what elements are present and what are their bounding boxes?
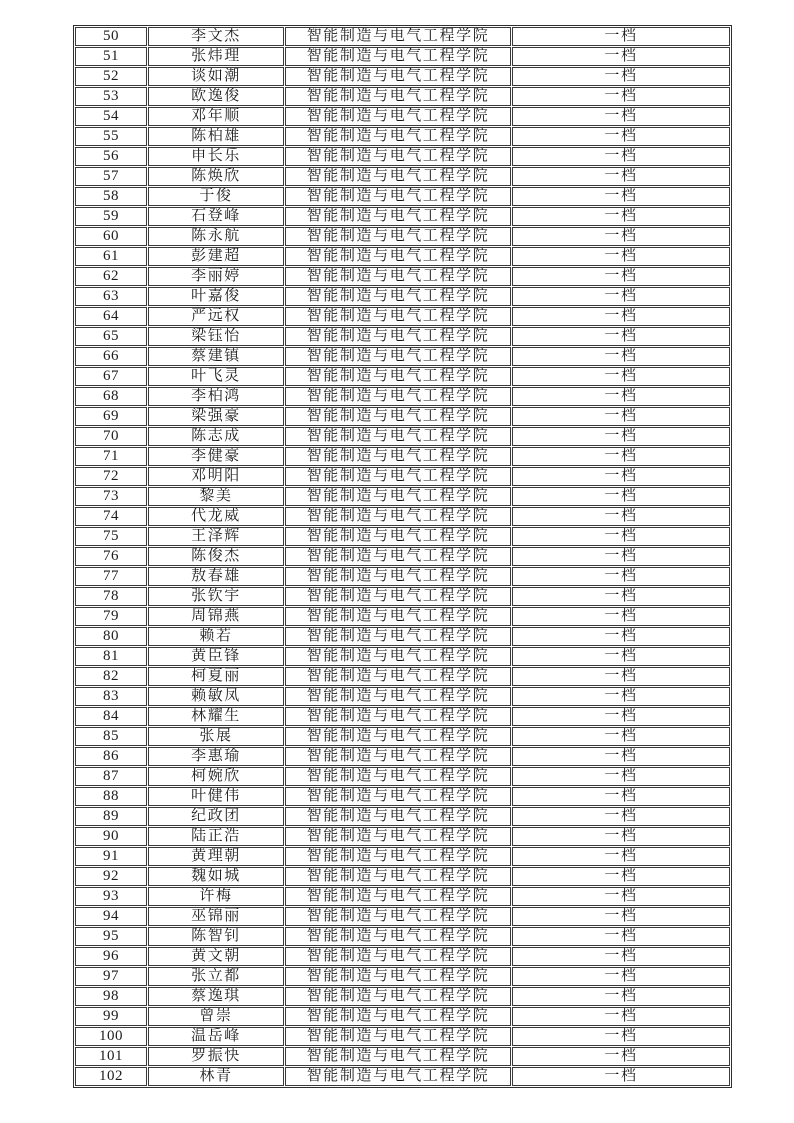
row-number-cell: 53 [75,87,147,106]
student-name-cell: 赖若 [148,627,284,646]
tier-cell: 一档 [512,487,730,506]
college-name-cell: 智能制造与电气工程学院 [285,767,511,786]
table-row [75,827,730,846]
tier-cell: 一档 [512,447,730,466]
student-name-cell: 李文杰 [148,27,284,46]
row-number-cell: 81 [75,647,147,666]
college-name-cell: 智能制造与电气工程学院 [285,607,511,626]
student-name-cell: 严远权 [148,307,284,326]
row-number-cell: 85 [75,727,147,746]
student-name-cell: 陈焕欣 [148,167,284,186]
college-name-cell: 智能制造与电气工程学院 [285,547,511,566]
table-row [75,987,730,1006]
row-number-cell: 69 [75,407,147,426]
tier-cell: 一档 [512,547,730,566]
tier-cell: 一档 [512,867,730,886]
row-number-cell: 62 [75,267,147,286]
college-name-cell: 智能制造与电气工程学院 [285,287,511,306]
college-name-cell: 智能制造与电气工程学院 [285,647,511,666]
row-number-cell: 57 [75,167,147,186]
college-name-cell: 智能制造与电气工程学院 [285,327,511,346]
student-name-cell: 赖敏凤 [148,687,284,706]
table-row [75,627,730,646]
row-number-cell: 61 [75,247,147,266]
table-row [75,967,730,986]
tier-cell: 一档 [512,1067,730,1086]
student-name-cell: 叶嘉俊 [148,287,284,306]
college-name-cell: 智能制造与电气工程学院 [285,567,511,586]
student-name-cell: 叶飞灵 [148,367,284,386]
college-name-cell: 智能制造与电气工程学院 [285,167,511,186]
table-row [75,947,730,966]
tier-cell: 一档 [512,387,730,406]
row-number-cell: 95 [75,927,147,946]
college-name-cell: 智能制造与电气工程学院 [285,1067,511,1086]
college-name-cell: 智能制造与电气工程学院 [285,1007,511,1026]
student-name-cell: 张立都 [148,967,284,986]
row-number-cell: 58 [75,187,147,206]
student-name-cell: 李健豪 [148,447,284,466]
row-number-cell: 79 [75,607,147,626]
row-number-cell: 63 [75,287,147,306]
student-name-cell: 王泽辉 [148,527,284,546]
table-row [75,867,730,886]
row-number-cell: 101 [75,1047,147,1066]
college-name-cell: 智能制造与电气工程学院 [285,347,511,366]
student-name-cell: 代龙威 [148,507,284,526]
student-name-cell: 李惠瑜 [148,747,284,766]
student-name-cell: 陈柏雄 [148,127,284,146]
tier-cell: 一档 [512,67,730,86]
tier-cell: 一档 [512,587,730,606]
table-row [75,547,730,566]
table-row [75,287,730,306]
college-name-cell: 智能制造与电气工程学院 [285,707,511,726]
row-number-cell: 66 [75,347,147,366]
row-number-cell: 94 [75,907,147,926]
table-row [75,747,730,766]
student-name-cell: 李丽婷 [148,267,284,286]
student-name-cell: 曾崇 [148,1007,284,1026]
table-row [75,707,730,726]
tier-cell: 一档 [512,1047,730,1066]
tier-cell: 一档 [512,707,730,726]
row-number-cell: 72 [75,467,147,486]
tier-cell: 一档 [512,907,730,926]
tier-cell: 一档 [512,627,730,646]
student-name-cell: 陈智钊 [148,927,284,946]
tier-cell: 一档 [512,847,730,866]
college-name-cell: 智能制造与电气工程学院 [285,947,511,966]
tier-cell: 一档 [512,427,730,446]
table-row [75,1047,730,1066]
college-name-cell: 智能制造与电气工程学院 [285,507,511,526]
tier-cell: 一档 [512,267,730,286]
tier-cell: 一档 [512,987,730,1006]
table-row [75,907,730,926]
college-name-cell: 智能制造与电气工程学院 [285,247,511,266]
college-name-cell: 智能制造与电气工程学院 [285,107,511,126]
table-row [75,327,730,346]
college-name-cell: 智能制造与电气工程学院 [285,87,511,106]
table-row [75,527,730,546]
row-number-cell: 84 [75,707,147,726]
row-number-cell: 90 [75,827,147,846]
row-number-cell: 91 [75,847,147,866]
tier-cell: 一档 [512,567,730,586]
student-name-cell: 陈俊杰 [148,547,284,566]
table-row [75,887,730,906]
tier-cell: 一档 [512,207,730,226]
college-name-cell: 智能制造与电气工程学院 [285,407,511,426]
row-number-cell: 76 [75,547,147,566]
tier-cell: 一档 [512,647,730,666]
student-name-cell: 陈志成 [148,427,284,446]
row-number-cell: 73 [75,487,147,506]
table-row [75,187,730,206]
row-number-cell: 70 [75,427,147,446]
table-row [75,307,730,326]
student-name-cell: 张钦宇 [148,587,284,606]
row-number-cell: 88 [75,787,147,806]
tier-cell: 一档 [512,687,730,706]
table-row [75,27,730,46]
table-row [75,787,730,806]
college-name-cell: 智能制造与电气工程学院 [285,47,511,66]
college-name-cell: 智能制造与电气工程学院 [285,847,511,866]
college-name-cell: 智能制造与电气工程学院 [285,487,511,506]
tier-cell: 一档 [512,607,730,626]
tier-cell: 一档 [512,767,730,786]
college-name-cell: 智能制造与电气工程学院 [285,267,511,286]
student-name-cell: 巫锦丽 [148,907,284,926]
table-row [75,227,730,246]
table-row [75,607,730,626]
student-name-cell: 石登峰 [148,207,284,226]
college-name-cell: 智能制造与电气工程学院 [285,727,511,746]
student-name-cell: 于俊 [148,187,284,206]
college-name-cell: 智能制造与电气工程学院 [285,387,511,406]
table-row [75,507,730,526]
table-body [75,27,730,1086]
table-row [75,47,730,66]
student-name-cell: 周锦燕 [148,607,284,626]
table-row [75,567,730,586]
student-name-cell: 罗振快 [148,1047,284,1066]
table-row [75,387,730,406]
college-name-cell: 智能制造与电气工程学院 [285,987,511,1006]
tier-cell: 一档 [512,947,730,966]
college-name-cell: 智能制造与电气工程学院 [285,887,511,906]
student-name-cell: 申长乐 [148,147,284,166]
row-number-cell: 52 [75,67,147,86]
tier-cell: 一档 [512,967,730,986]
student-name-cell: 李柏鸿 [148,387,284,406]
student-name-cell: 谈如潮 [148,67,284,86]
row-number-cell: 87 [75,767,147,786]
tier-cell: 一档 [512,747,730,766]
student-name-cell: 陆正浩 [148,827,284,846]
tier-cell: 一档 [512,927,730,946]
tier-cell: 一档 [512,527,730,546]
tier-cell: 一档 [512,307,730,326]
college-name-cell: 智能制造与电气工程学院 [285,467,511,486]
table-row [75,927,730,946]
row-number-cell: 68 [75,387,147,406]
table-row [75,207,730,226]
row-number-cell: 89 [75,807,147,826]
tier-cell: 一档 [512,327,730,346]
college-name-cell: 智能制造与电气工程学院 [285,627,511,646]
tier-cell: 一档 [512,467,730,486]
table-row [75,167,730,186]
college-name-cell: 智能制造与电气工程学院 [285,427,511,446]
student-name-cell: 黄臣锋 [148,647,284,666]
tier-cell: 一档 [512,247,730,266]
table-row [75,1027,730,1046]
row-number-cell: 64 [75,307,147,326]
table-row [75,587,730,606]
student-name-cell: 梁强豪 [148,407,284,426]
table-row [75,1067,730,1086]
tier-cell: 一档 [512,127,730,146]
row-number-cell: 98 [75,987,147,1006]
student-name-cell: 张炜理 [148,47,284,66]
college-name-cell: 智能制造与电气工程学院 [285,867,511,886]
student-name-cell: 蔡逸琪 [148,987,284,1006]
tier-cell: 一档 [512,107,730,126]
college-name-cell: 智能制造与电气工程学院 [285,1027,511,1046]
table-row [75,847,730,866]
student-name-cell: 林青 [148,1067,284,1086]
student-name-cell: 蔡建镇 [148,347,284,366]
table-row [75,127,730,146]
table-row [75,87,730,106]
college-name-cell: 智能制造与电气工程学院 [285,747,511,766]
student-name-cell: 黄理朝 [148,847,284,866]
college-name-cell: 智能制造与电气工程学院 [285,1047,511,1066]
tier-cell: 一档 [512,47,730,66]
table-row [75,667,730,686]
row-number-cell: 54 [75,107,147,126]
tier-cell: 一档 [512,227,730,246]
row-number-cell: 77 [75,567,147,586]
row-number-cell: 100 [75,1027,147,1046]
student-name-cell: 陈永航 [148,227,284,246]
student-name-cell: 彭建超 [148,247,284,266]
row-number-cell: 71 [75,447,147,466]
tier-cell: 一档 [512,887,730,906]
table-row [75,767,730,786]
row-number-cell: 92 [75,867,147,886]
row-number-cell: 65 [75,327,147,346]
student-name-cell: 温岳峰 [148,1027,284,1046]
tier-cell: 一档 [512,87,730,106]
tier-cell: 一档 [512,827,730,846]
row-number-cell: 96 [75,947,147,966]
table-row [75,147,730,166]
college-name-cell: 智能制造与电气工程学院 [285,147,511,166]
row-number-cell: 74 [75,507,147,526]
row-number-cell: 86 [75,747,147,766]
college-name-cell: 智能制造与电气工程学院 [285,307,511,326]
table-row [75,447,730,466]
college-name-cell: 智能制造与电气工程学院 [285,207,511,226]
tier-cell: 一档 [512,147,730,166]
tier-cell: 一档 [512,407,730,426]
student-name-cell: 柯夏丽 [148,667,284,686]
tier-cell: 一档 [512,667,730,686]
row-number-cell: 83 [75,687,147,706]
table-row [75,807,730,826]
tier-cell: 一档 [512,807,730,826]
table-row [75,1007,730,1026]
student-name-cell: 敖春雄 [148,567,284,586]
student-name-cell: 许梅 [148,887,284,906]
college-name-cell: 智能制造与电气工程学院 [285,27,511,46]
tier-cell: 一档 [512,727,730,746]
row-number-cell: 93 [75,887,147,906]
student-name-cell: 邓明阳 [148,467,284,486]
row-number-cell: 78 [75,587,147,606]
student-name-cell: 林耀生 [148,707,284,726]
table-row [75,407,730,426]
row-number-cell: 60 [75,227,147,246]
college-name-cell: 智能制造与电气工程学院 [285,527,511,546]
college-name-cell: 智能制造与电气工程学院 [285,907,511,926]
college-name-cell: 智能制造与电气工程学院 [285,587,511,606]
tier-cell: 一档 [512,167,730,186]
student-name-cell: 张展 [148,727,284,746]
student-name-cell: 欧逸俊 [148,87,284,106]
tier-cell: 一档 [512,187,730,206]
student-name-cell: 邓年顺 [148,107,284,126]
student-name-cell: 叶健伟 [148,787,284,806]
table-row [75,67,730,86]
student-name-cell: 黎美 [148,487,284,506]
tier-cell: 一档 [512,787,730,806]
table-row [75,267,730,286]
student-name-cell: 梁钰怡 [148,327,284,346]
table-row [75,647,730,666]
student-name-cell: 黄文朝 [148,947,284,966]
college-name-cell: 智能制造与电气工程学院 [285,227,511,246]
college-name-cell: 智能制造与电气工程学院 [285,187,511,206]
table-row [75,247,730,266]
college-name-cell: 智能制造与电气工程学院 [285,927,511,946]
student-name-cell: 魏如城 [148,867,284,886]
college-name-cell: 智能制造与电气工程学院 [285,807,511,826]
college-name-cell: 智能制造与电气工程学院 [285,967,511,986]
college-name-cell: 智能制造与电气工程学院 [285,787,511,806]
row-number-cell: 102 [75,1067,147,1086]
tier-cell: 一档 [512,287,730,306]
row-number-cell: 97 [75,967,147,986]
table-row [75,687,730,706]
row-number-cell: 75 [75,527,147,546]
table-row [75,467,730,486]
row-number-cell: 67 [75,367,147,386]
student-name-cell: 柯婉欣 [148,767,284,786]
table-row [75,427,730,446]
tier-cell: 一档 [512,347,730,366]
tier-cell: 一档 [512,1027,730,1046]
table-row [75,487,730,506]
tier-cell: 一档 [512,1007,730,1026]
college-name-cell: 智能制造与电气工程学院 [285,687,511,706]
row-number-cell: 50 [75,27,147,46]
tier-cell: 一档 [512,27,730,46]
row-number-cell: 99 [75,1007,147,1026]
row-number-cell: 56 [75,147,147,166]
table-row [75,367,730,386]
table-row [75,347,730,366]
college-name-cell: 智能制造与电气工程学院 [285,67,511,86]
row-number-cell: 55 [75,127,147,146]
row-number-cell: 59 [75,207,147,226]
college-name-cell: 智能制造与电气工程学院 [285,447,511,466]
row-number-cell: 51 [75,47,147,66]
college-name-cell: 智能制造与电气工程学院 [285,827,511,846]
student-name-cell: 纪政团 [148,807,284,826]
row-number-cell: 80 [75,627,147,646]
row-number-cell: 82 [75,667,147,686]
table-row [75,107,730,126]
college-name-cell: 智能制造与电气工程学院 [285,367,511,386]
table-row [75,727,730,746]
tier-cell: 一档 [512,367,730,386]
student-tier-table [73,25,732,1088]
college-name-cell: 智能制造与电气工程学院 [285,667,511,686]
college-name-cell: 智能制造与电气工程学院 [285,127,511,146]
tier-cell: 一档 [512,507,730,526]
